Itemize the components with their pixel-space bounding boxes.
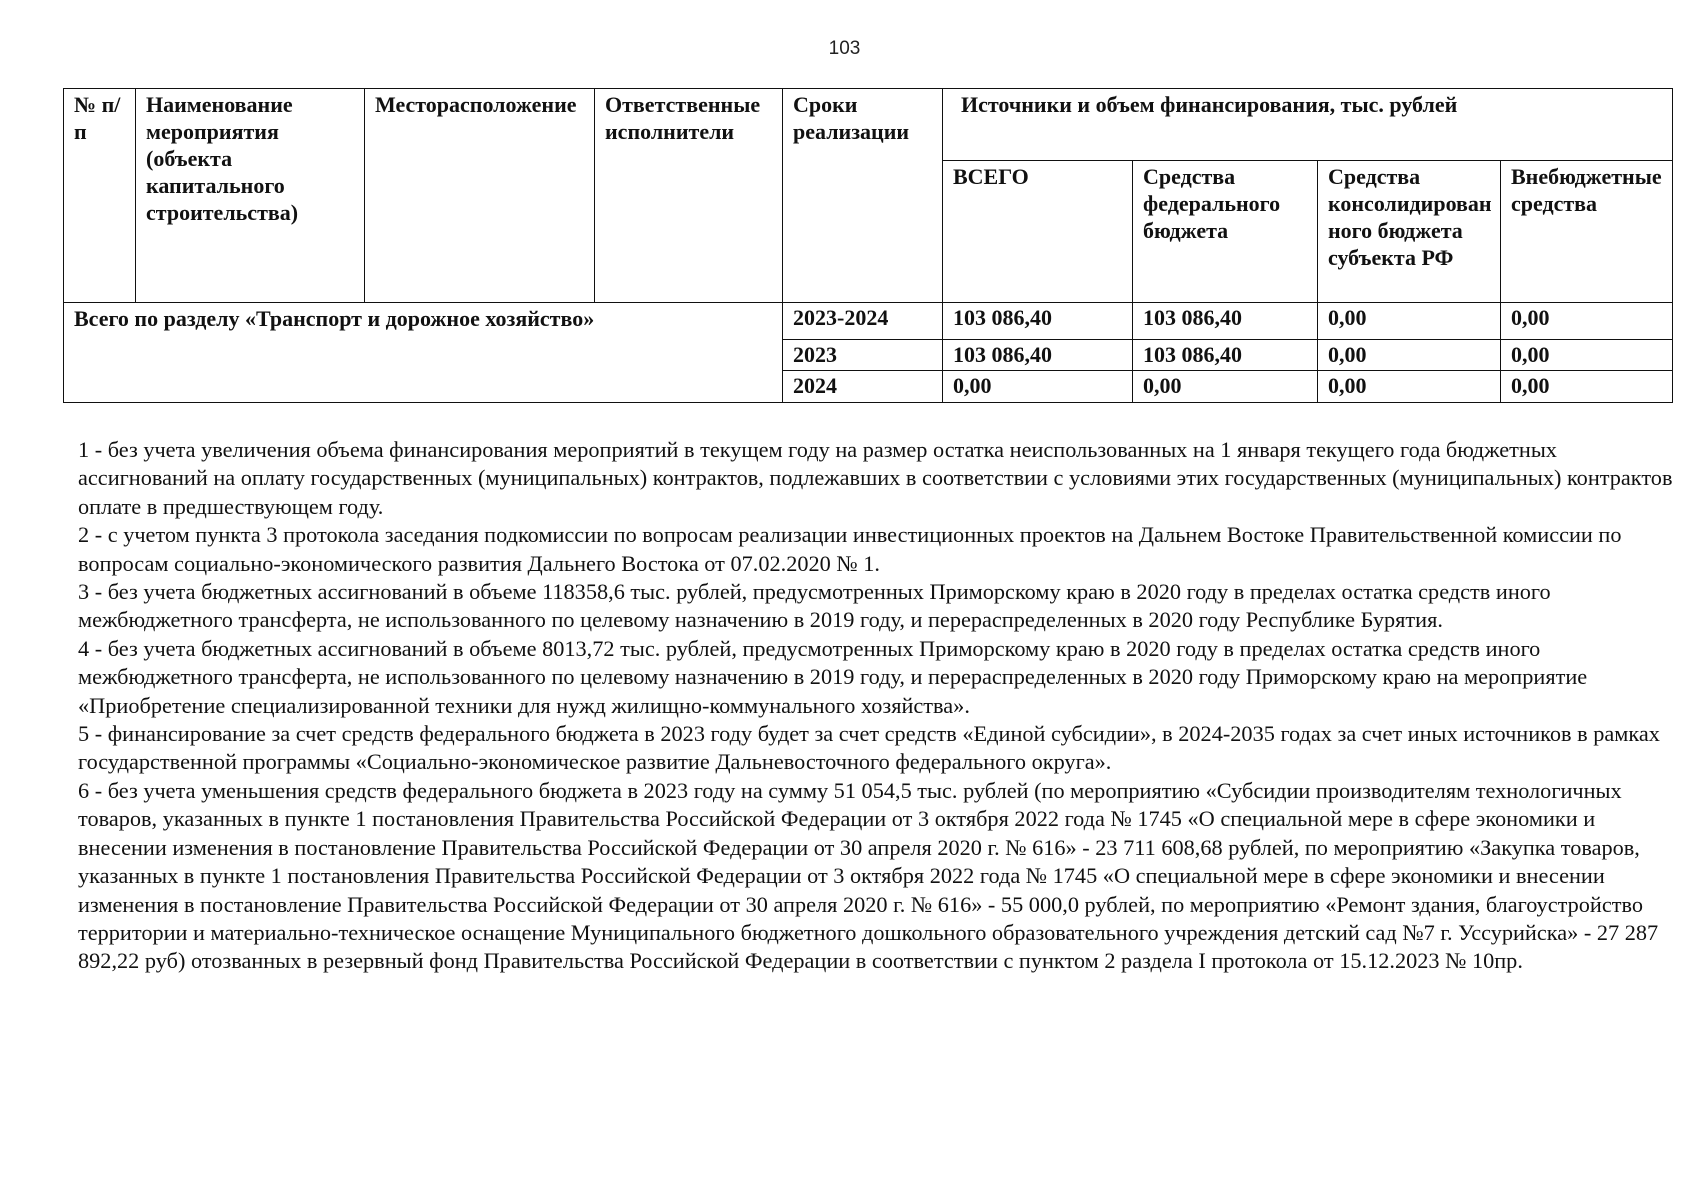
header-total: ВСЕГО	[943, 161, 1133, 303]
cell-total: 103 086,40	[943, 303, 1133, 340]
header-name: Наименование мероприятия (объекта капитального строительства)	[136, 89, 365, 303]
footnote: 6 - без учета уменьшения средств федерального бюджета в 2023 году на сумму 51 054,5 тыс. рублей (по мероприятию «Субсидии производителям технологичных товаров, указанных в пункте 1 постановления Правительства Российской Федерации от 3 октября 2022 года № 1745 «О специальной мере в сфере экономики и внесении изменения в постановление Правительства Российской Федерации от 30 апреля 2020 г. № 616» - 23 711 608,68 рублей, по мероприятию «Закупка товаров, указанных в пункте 1 постановления Правительства Российской Федерации от 3 октября 2022 года № 1745 «О специальной мере в сфере экономики и внесении изменения в постановление Правительства Российской Федерации от 30 апреля 2020 г. № 616» - 55 000,0 рублей, по мероприятию «Ремонт здания, благоустройство территории и материально-техническое оснащение Муниципального бюджетного дошкольного образовательного учреждения детский сад №7 г. Уссурийска» - 27 287 892,22 руб) отозванных в резервный фонд Правительства Российской Федерации в соответствии с пунктом 2 раздела I протокола от 15.12.2023 № 10пр.	[78, 777, 1659, 974]
header-sources: Источники и объем финансирования, тыс. рублей	[943, 89, 1673, 161]
footnote: 3 - без учета бюджетных ассигнований в объеме 118358,6 тыс. рублей, предусмотренных Приморскому краю в 2020 году в пределах остатка средств иного межбюджетного трансферта, не использованного по целевому назначению в 2019 году, и перераспределенных в 2020 году Республике Бурятия.	[78, 579, 1551, 633]
section-total-label: Всего по разделу «Транспорт и дорожное хозяйство»	[64, 303, 783, 403]
footnote: 2 - с учетом пункта 3 протокола заседания подкомиссии по вопросам реализации инвестиционных проектов на Дальнем Востоке Правительственной комиссии по вопросам социально-экономического развития Дальнего Востока от 07.02.2020 № 1.	[78, 522, 1622, 576]
cell-total: 0,00	[943, 371, 1133, 403]
cell-period: 2023	[783, 340, 943, 371]
cell-regional: 0,00	[1318, 303, 1501, 340]
table-row	[64, 303, 1673, 340]
footnote: 1 - без учета увеличения объема финансирования мероприятий в текущем году на размер остатка неиспользованных на 1 января текущего года бюджетных ассигнований на оплату государственных (муниципальных) контрактов, подлежавших в соответствии с условиями этих государственных (муниципальных) контрактов оплате в предшествующем году.	[78, 437, 1673, 519]
header-regional: Средства консолидированного бюджета субъекта РФ	[1318, 161, 1501, 303]
cell-federal: 0,00	[1133, 371, 1318, 403]
cell-period: 2023-2024	[783, 303, 943, 340]
cell-extra: 0,00	[1501, 340, 1673, 371]
footnotes	[78, 436, 1678, 976]
cell-total: 103 086,40	[943, 340, 1133, 371]
header-location: Месторасположение	[365, 89, 595, 303]
financing-table	[63, 88, 1673, 403]
footnote: 4 - без учета бюджетных ассигнований в объеме 8013,72 тыс. рублей, предусмотренных Приморскому краю в 2020 году в пределах остатка средств иного межбюджетного трансферта, не использованного по целевому назначению в 2019 году, и перераспределенных в 2020 году Приморскому краю на мероприятие «Приобретение специализированной техники для нужд жилищно-коммунального хозяйства».	[78, 635, 1588, 718]
cell-federal: 103 086,40	[1133, 303, 1318, 340]
cell-extra: 0,00	[1501, 303, 1673, 340]
page-number: 103	[828, 38, 861, 59]
cell-regional: 0,00	[1318, 340, 1501, 371]
cell-regional: 0,00	[1318, 371, 1501, 403]
header-num: № п/п	[64, 89, 136, 303]
cell-federal: 103 086,40	[1133, 340, 1318, 371]
cell-period: 2024	[783, 371, 943, 403]
header-extra: Внебюджетные средства	[1501, 161, 1673, 303]
header-executors: Ответственные исполнители	[595, 89, 783, 303]
footnote: 5 - финансирование за счет средств федерального бюджета в 2023 году будет за счет средств «Единой субсидии», в 2024-2035 годах за счет иных источников в рамках государственной программы «Социально-экономическое развитие Дальневосточного федерального округа».	[78, 721, 1660, 775]
header-terms: Сроки реализации	[783, 89, 943, 303]
table-header-row	[64, 89, 1673, 161]
header-federal: Средства федерального бюджета	[1133, 161, 1318, 303]
cell-extra: 0,00	[1501, 371, 1673, 403]
